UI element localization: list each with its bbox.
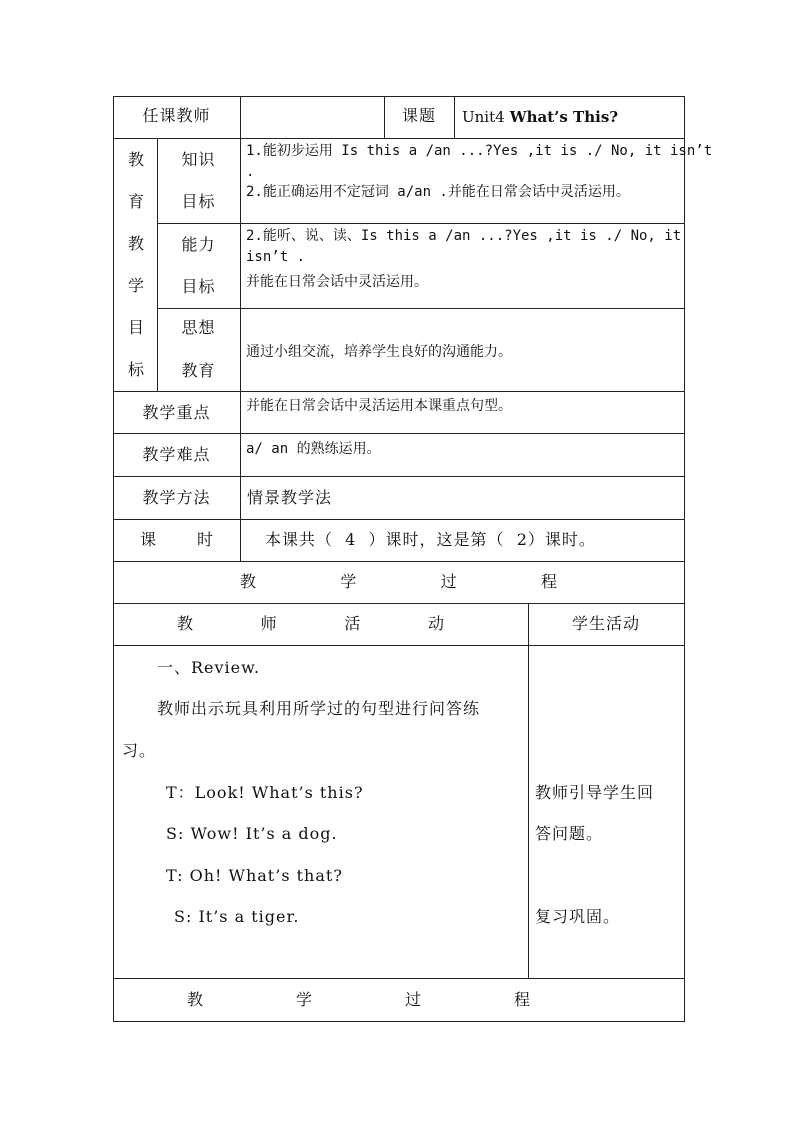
student-activity-line: 答问题。	[535, 824, 604, 843]
row-line	[113, 603, 685, 604]
teacher-activity-line: T: Oh! What’s that?	[166, 866, 343, 885]
objective-side-char: 学	[128, 276, 146, 295]
method-value: 情景教学法	[247, 488, 333, 507]
teacher-activity-header-char: 动	[427, 614, 445, 633]
row-line	[113, 561, 685, 562]
key-point-value: 并能在日常会话中灵活运用本课重点句型。	[246, 398, 512, 414]
row-line	[157, 308, 685, 309]
border-top	[113, 96, 685, 97]
moral-line: 通过小组交流，培养学生良好的沟通能力。	[246, 344, 512, 360]
col-line	[240, 96, 241, 561]
difficulty-value: a/ an 的熟练运用。	[246, 441, 381, 457]
topic-label: 课题	[401, 106, 436, 125]
teacher-activity-line: T：Look! What’s this?	[166, 783, 364, 802]
footer-process-title-char: 教	[187, 990, 205, 1009]
teacher-activity-header	[177, 616, 445, 632]
teacher-activity-line: 教师出示玩具利用所学过的句型进行问答练	[157, 699, 481, 718]
border-bottom	[113, 1021, 685, 1022]
ability-line: 2.能听、说、读、Is this a /an ...?Yes ,it is ./ No, it	[246, 228, 682, 244]
row-line	[113, 433, 685, 434]
teacher-activity-line: 习。	[122, 741, 157, 760]
ability-label: 能力	[181, 235, 216, 254]
objective-side-char: 目	[128, 318, 146, 337]
border-right	[684, 96, 685, 1022]
teacher-activity-line: S: Wow! It’s a dog.	[166, 824, 338, 843]
student-activity-line: 教师引导学生回	[535, 783, 655, 802]
teacher-label: 任课教师	[142, 106, 211, 125]
teacher-activity-line: S: It’s a tiger.	[174, 907, 300, 926]
student-activity-line: 复习巩固。	[535, 907, 621, 926]
objective-side-char: 教	[128, 150, 146, 169]
process-title-char: 过	[440, 572, 458, 591]
student-activity-header: 学生活动	[571, 614, 640, 633]
footer-process-title	[187, 992, 531, 1008]
row-line	[113, 519, 685, 520]
process-title	[240, 574, 558, 590]
footer-process-title-char: 程	[513, 990, 531, 1009]
objective-side-char: 教	[128, 234, 146, 253]
method-label: 教学方法	[142, 488, 211, 507]
hours-value: 本课共（ 4 ）课时，这是第（ 2）课时。	[265, 530, 596, 549]
footer-process-title-char: 过	[404, 990, 422, 1009]
col-line	[454, 96, 455, 138]
teacher-activity-header-char: 教	[177, 614, 195, 633]
ability-label: 目标	[181, 277, 216, 296]
key-point-label: 教学重点	[142, 403, 211, 422]
moral-label: 思想	[181, 318, 216, 337]
hours-label-char: 课	[140, 530, 158, 549]
ability-line: 并能在日常会话中灵活运用。	[246, 274, 428, 290]
hours-label-char: 时	[196, 530, 214, 549]
process-title-char: 程	[540, 572, 558, 591]
knowledge-line: .	[246, 164, 255, 180]
row-line	[113, 476, 685, 477]
process-title-char: 教	[240, 572, 258, 591]
knowledge-label: 知识	[181, 150, 216, 169]
teacher-activity-line: 一、Review.	[157, 658, 261, 677]
row-line	[113, 645, 685, 646]
moral-label: 教育	[181, 361, 216, 380]
col-line	[157, 138, 158, 391]
row-line	[113, 391, 685, 392]
knowledge-label: 目标	[181, 192, 216, 211]
objective-side-char: 标	[128, 360, 146, 379]
difficulty-label: 教学难点	[142, 445, 211, 464]
topic-unit: Unit4	[462, 108, 505, 126]
col-line	[528, 603, 529, 978]
knowledge-line: 1.能初步运用 Is this a /an ...?Yes ,it is ./ No, it isn’t	[246, 143, 713, 159]
border-left	[113, 96, 114, 1022]
teacher-activity-header-char: 师	[260, 614, 278, 633]
topic-title: What’s This?	[509, 108, 619, 126]
hours-label	[140, 532, 214, 548]
topic-value	[462, 109, 618, 125]
footer-process-title-char: 学	[295, 990, 313, 1009]
teacher-activity-header-char: 活	[344, 614, 362, 633]
row-line	[113, 138, 685, 139]
knowledge-line: 2.能正确运用不定冠词 a/an .并能在日常会话中灵活运用。	[246, 184, 630, 200]
row-line	[157, 223, 685, 224]
process-title-char: 学	[340, 572, 358, 591]
ability-line: isn’t .	[246, 249, 306, 265]
row-line	[113, 978, 685, 979]
objective-side-char: 育	[128, 192, 146, 211]
